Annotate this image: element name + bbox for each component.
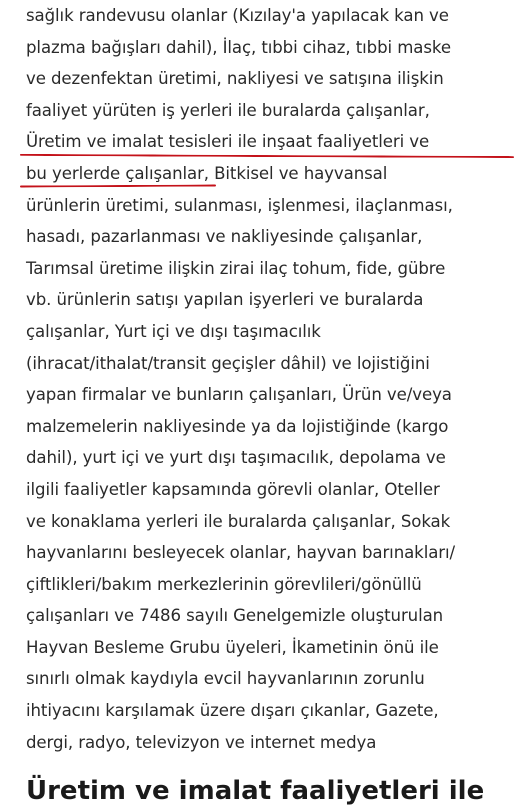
article-line: ihtiyacını karşılamak üzere dışarı çıkanlar, Gazete, — [26, 701, 439, 721]
article-line: vb. ürünlerin satışı yapılan işyerleri ve buralarda — [26, 290, 424, 310]
cut-off-heading-text: Üretim ve imalat faaliyetleri ile — [26, 776, 485, 806]
article-line: ürünlerin üretimi, sulanması, işlenmesi, ilaçlanması, — [26, 195, 453, 215]
article-line: çiftlikleri/bakım merkezlerinin görevlileri/gönüllü — [26, 574, 422, 594]
article-line: (ihracat/ithalat/transit geçişler dâhil) ve lojistiğini — [26, 353, 430, 373]
article-line-highlighted: Üretim ve imalat tesisleri ile inşaat faaliyetleri ve — [26, 132, 430, 152]
article-line: hasadı, pazarlanması ve nakliyesinde çalışanlar, — [26, 227, 423, 247]
article-line: dergi, radyo, televizyon ve internet medya — [26, 732, 377, 752]
article-line: çalışanlar, Yurt içi ve dışı taşımacılık — [26, 321, 321, 341]
article-line: dahil), yurt içi ve yurt dışı taşımacılık, depolama ve — [26, 448, 446, 468]
cut-off-heading — [26, 770, 496, 806]
article-line: ve dezenfektan üretimi, nakliyesi ve satışına ilişkin — [26, 69, 444, 89]
article-line: hayvanlarını besleyecek olanlar, hayvan barınakları/ — [26, 543, 455, 563]
article-line: sınırlı olmak kaydıyla evcil hayvanlarının zorunlu — [26, 669, 425, 689]
article-line: malzemelerin nakliyesinde ya da lojistiğinde (kargo — [26, 416, 449, 436]
article-line: plazma bağışları dahil), İlaç, tıbbi cihaz, tıbbi maske — [26, 37, 451, 57]
article-line: ve konaklama yerleri ile buralarda çalışanlar, Sokak — [26, 511, 451, 531]
article-line: Hayvan Besleme Grubu üyeleri, İkametinin önü ile — [26, 637, 439, 657]
article-line: çalışanları ve 7486 sayılı Genelgemizle oluşturulan — [26, 606, 444, 626]
article-line: Tarımsal üretime ilişkin zirai ilaç tohum, fide, gübre — [26, 258, 446, 278]
article-line: yapan firmalar ve bunların çalışanları, Ürün ve/veya — [26, 385, 452, 405]
article-line: sağlık randevusu olanlar (Kızılay'a yapılacak kan ve — [26, 6, 449, 25]
article-line: faaliyet yürüten iş yerleri ile buralarda çalışanlar, — [26, 100, 430, 120]
article-paragraph — [26, 0, 526, 758]
article-line-highlighted: bu yerlerde çalışanlar, Bitkisel ve hayvansal — [26, 163, 388, 183]
article-line: ilgili faaliyetler kapsamında görevli olanlar, Oteller — [26, 479, 440, 499]
